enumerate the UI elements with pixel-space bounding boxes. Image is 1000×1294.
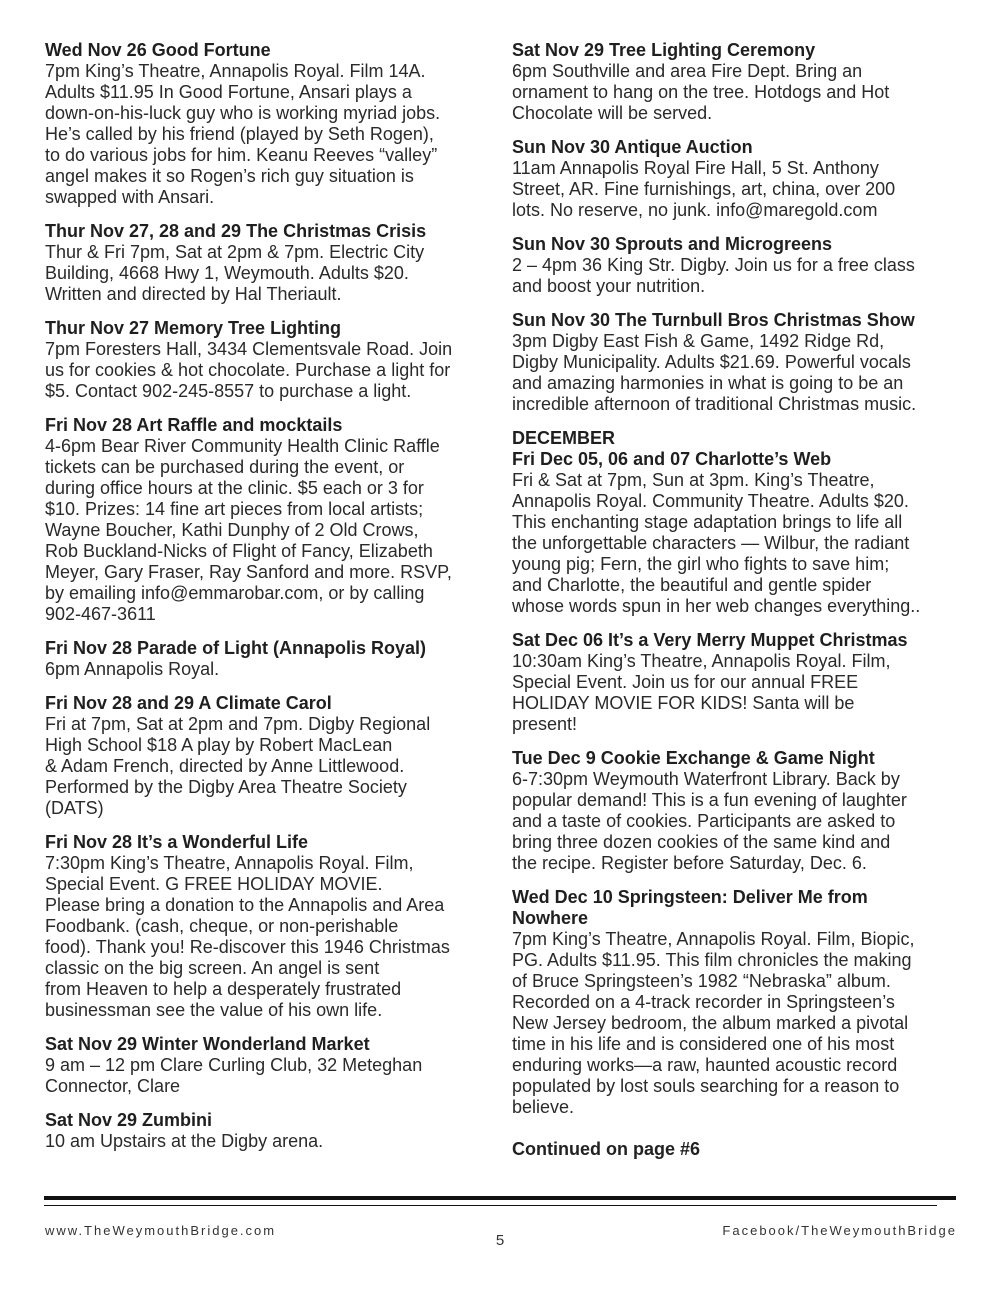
event-listing: [512, 449, 962, 617]
event-listing: [45, 221, 495, 305]
event-listing: [45, 318, 495, 402]
event-details: 7pm King’s Theatre, Annapolis Royal. Film 14A. Adults $11.95 In Good Fortune, Ansari plays a down-on-his-luck guy who is working myriad jobs. He’s called by his friend (played by Seth Rogen), to do various jobs for him. Keanu Reeves “valley” angel makes it so Rogen’s rich guy situation is swapped with Ansari.: [45, 61, 441, 207]
continued-note: Continued on page #6: [512, 1139, 701, 1159]
event-listing: [512, 310, 962, 415]
event-details: 6pm Southville and area Fire Dept. Bring an ornament to hang on the tree. Hotdogs and Hot Chocolate will be served.: [512, 61, 890, 123]
event-title: Fri Nov 28 Art Raffle and mocktails: [45, 415, 343, 435]
event-title: Sun Nov 30 Sprouts and Microgreens: [512, 234, 833, 254]
event-listing: [45, 40, 495, 208]
event-listing: [512, 887, 962, 1118]
event-listing: [45, 638, 495, 680]
event-listing: [512, 630, 962, 735]
event-title: Thur Nov 27 Memory Tree Lighting: [45, 318, 342, 338]
event-details: 3pm Digby East Fish & Game, 1492 Ridge Rd, Digby Municipality. Adults $21.69. Powerful vocals and amazing harmonies in what is going to be an incredible afternoon of traditional Christmas music.: [512, 331, 917, 414]
event-title: Sun Nov 30 Antique Auction: [512, 137, 753, 157]
event-listing: [45, 1034, 495, 1097]
event-title: Tue Dec 9 Cookie Exchange & Game Night: [512, 748, 875, 768]
page-number: 5: [495, 1232, 505, 1249]
footer-website: www.TheWeymouthBridge.com: [45, 1223, 277, 1238]
section-heading-december: DECEMBER: [512, 428, 616, 448]
event-details: 10:30am King’s Theatre, Annapolis Royal. Film, Special Event. Join us for our annual FREE HOLIDAY MOVIE FOR KIDS! Santa will be present!: [512, 651, 891, 734]
event-listing: [512, 40, 962, 124]
event-details: 7pm Foresters Hall, 3434 Clementsvale Road. Join us for cookies & hot chocolate. Purchase a light for $5. Contact 902-245-8557 to purchase a light.: [45, 339, 453, 401]
event-details: 10 am Upstairs at the Digby arena.: [45, 1131, 324, 1151]
event-title: Sat Nov 29 Zumbini: [45, 1110, 213, 1130]
event-listing: [512, 234, 962, 297]
event-details: Thur & Fri 7pm, Sat at 2pm & 7pm. Electric City Building, 4668 Hwy 1, Weymouth. Adults $20. Written and directed by Hal Theriault.: [45, 242, 425, 304]
event-title: Sat Dec 06 It’s a Very Merry Muppet Christmas: [512, 630, 908, 650]
event-title: Fri Nov 28 and 29 A Climate Carol: [45, 693, 332, 713]
event-title: Fri Dec 05, 06 and 07 Charlotte’s Web: [512, 449, 832, 469]
event-details: 6pm Annapolis Royal.: [45, 659, 220, 679]
event-details: 4-6pm Bear River Community Health Clinic Raffle tickets can be purchased during the event, or during office hours at the clinic. $5 each or 3 for $10. Prizes: 14 fine art pieces from local artists; Wayne Boucher, Kathi Dunphy of 2 Old Crows, Rob Buckland-Nicks of Flight of Fancy, Elizabeth Meyer, Gary Fraser, Ray Sanford and more. RSVP, by emailing info@emmarobar.com, or by calling 902-467-3611: [45, 436, 452, 624]
event-details: 6-7:30pm Weymouth Waterfront Library. Back by popular demand! This is a fun evening of laughter and a taste of cookies. Participants are asked to bring three dozen cookies of the same kind and the recipe. Register before Saturday, Dec. 6.: [512, 769, 907, 873]
left-column: [45, 40, 495, 1165]
event-listing: [45, 1110, 495, 1152]
event-title: Fri Nov 28 It’s a Wonderful Life: [45, 832, 309, 852]
event-details: 2 – 4pm 36 King Str. Digby. Join us for a free class and boost your nutrition.: [512, 255, 915, 296]
event-listing: [512, 137, 962, 221]
event-title: Sun Nov 30 The Turnbull Bros Christmas Show: [512, 310, 915, 330]
event-listing: [45, 832, 495, 1021]
event-listing: [45, 415, 495, 625]
event-details: 11am Annapolis Royal Fire Hall, 5 St. Anthony Street, AR. Fine furnishings, art, china, over 200 lots. No reserve, no junk. info@maregold.com: [512, 158, 896, 220]
event-title: Fri Nov 28 Parade of Light (Annapolis Royal): [45, 638, 427, 658]
event-title: Sat Nov 29 Tree Lighting Ceremony: [512, 40, 816, 60]
event-details: 9 am – 12 pm Clare Curling Club, 32 Meteghan Connector, Clare: [45, 1055, 423, 1096]
right-column: [512, 40, 962, 1160]
footer-rule-thick: [44, 1196, 956, 1200]
right-events-december: [512, 449, 962, 1118]
event-title: Wed Nov 26 Good Fortune: [45, 40, 271, 60]
right-events-november: [512, 40, 962, 415]
event-title: Thur Nov 27, 28 and 29 The Christmas Crisis: [45, 221, 427, 241]
event-details: Fri at 7pm, Sat at 2pm and 7pm. Digby Regional High School $18 A play by Robert MacLean & Adam French, directed by Anne Littlewood. Performed by the Digby Area Theatre Society (DATS): [45, 714, 431, 818]
footer-facebook: Facebook/TheWeymouthBridge: [722, 1223, 957, 1238]
event-title: Sat Nov 29 Winter Wonderland Market: [45, 1034, 370, 1054]
event-details: 7pm King’s Theatre, Annapolis Royal. Film, Biopic, PG. Adults $11.95. This film chronicles the making of Bruce Springsteen’s 1982 “Nebraska” album. Recorded on a 4-track recorder in Springsteen’s New Jersey bedroom, the album marked a pivotal time in his life and is considered one of his most enduring works—a raw, haunted acoustic record populated by lost souls searching for a reason to believe.: [512, 929, 915, 1117]
event-details: 7:30pm King’s Theatre, Annapolis Royal. Film, Special Event. G FREE HOLIDAY MOVIE. Please bring a donation to the Annapolis and Area Foodbank. (cash, cheque, or non-perishable food). Thank you! Re-discover this 1946 Christmas classic on the big screen. An angel is sent from Heaven to help a desperately frustrated businessman see the value of his own life.: [45, 853, 450, 1020]
event-listing: [45, 693, 495, 819]
footer-rule-thin: [44, 1205, 937, 1206]
event-listing: [512, 748, 962, 874]
event-details: Fri & Sat at 7pm, Sun at 3pm. King’s Theatre, Annapolis Royal. Community Theatre. Adults $20. This enchanting stage adaptation brings to life all the unforgettable characters — Wilbur, the radiant young pig; Fern, the girl who fights to save him; and Charlotte, the beautiful and gentle spider whose words spun in her web changes everything..: [512, 470, 921, 616]
event-title: Wed Dec 10 Springsteen: Deliver Me from Nowhere: [512, 887, 868, 928]
